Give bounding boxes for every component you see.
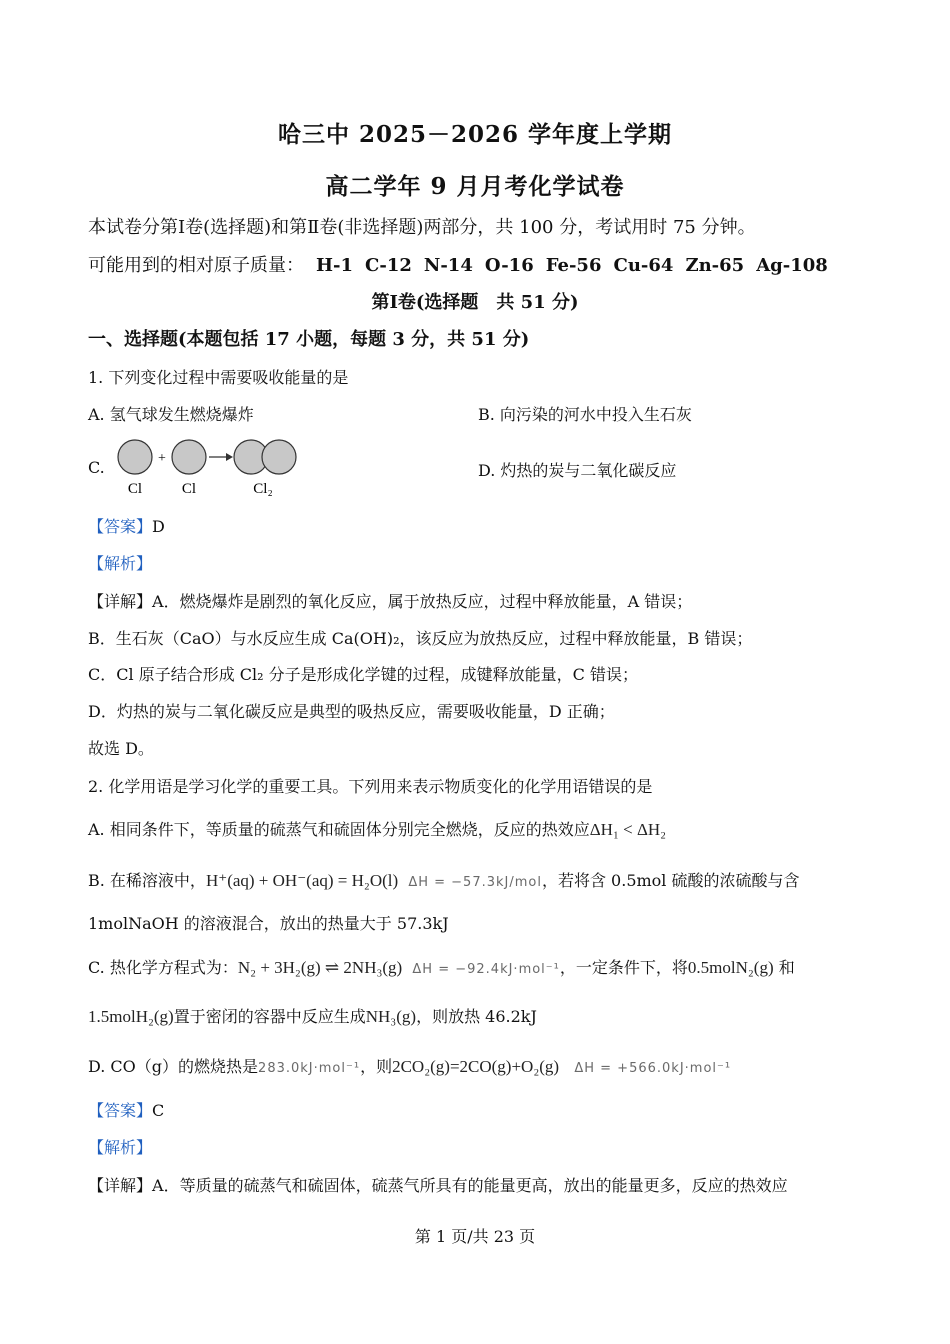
section1-heading: 一、选择题(本题包括 17 小题，每题 3 分，共 51 分) xyxy=(88,329,530,350)
q2-option-b xyxy=(88,868,800,891)
q2-detail-a xyxy=(88,1173,788,1196)
q1-option-b: B. 向污染的河水中投入生石灰 xyxy=(478,405,692,424)
q2-option-b-line2: 1molNaOH 的溶液混合，放出的热量大于 57.3kJ xyxy=(88,914,449,933)
q1-option-a: A. 氢气球发生燃烧爆炸 xyxy=(88,405,254,424)
q2-option-a-formula: ΔH₁ < ΔH₂ xyxy=(589,820,667,839)
q1-stem: 1. 下列变化过程中需要吸收能量的是 xyxy=(88,368,349,387)
q2-option-b-tail: ，若将含 0.5mol 硫酸的浓硫酸与含 xyxy=(541,871,800,890)
q2-option-c-line2-tail: ，则放热 46.2kJ xyxy=(416,1007,537,1026)
q2-option-d-formula: 2CO₂(g)=2CO(g)+O₂(g) xyxy=(392,1057,560,1076)
label-cl2: Cl₂ xyxy=(253,481,273,497)
q2-option-c-formula: N₂ + 3H₂(g) ⇌ 2NH₃(g) xyxy=(237,958,403,977)
q2-answer xyxy=(88,1098,164,1121)
reaction-arrow-head xyxy=(226,453,233,461)
q2-option-a-text: A. 相同条件下，等质量的硫蒸气和硫固体分别完全燃烧，反应的热效应 xyxy=(88,820,590,839)
q2-option-a xyxy=(88,817,666,840)
cl2-atom-b xyxy=(262,440,296,474)
mass-zn: Zn-65 xyxy=(685,255,745,276)
answer-tag: 【答案】 xyxy=(88,1101,153,1120)
mass-cu: Cu-64 xyxy=(613,255,674,276)
q2-analysis-tag: 【解析】 xyxy=(88,1138,153,1157)
atomic-masses xyxy=(88,251,828,277)
answer-tag: 【答案】 xyxy=(88,517,153,536)
q1-analysis-tag: 【解析】 xyxy=(88,554,153,573)
detail-tag: 【详解】 xyxy=(88,1176,153,1195)
mass-c: C-12 xyxy=(365,255,412,276)
exam-title-line2: 高二学年 9 月月考化学试卷 xyxy=(325,173,625,200)
q2-option-c-dh: ΔH = −92.4kJ·mol⁻¹ xyxy=(412,962,560,977)
exam-title-line1: 哈三中 2025－2026 学年度上学期 xyxy=(277,121,673,148)
q2-option-b-dh: ΔH = −57.3kJ/mol xyxy=(408,875,542,890)
detail-text: A．燃烧爆炸是剧烈的氧化反应，属于放热反应，过程中释放能量，A 错误； xyxy=(152,592,693,611)
q2-option-d-mid: ，则 xyxy=(360,1057,393,1076)
page-number: 第 1 页/共 23 页 xyxy=(414,1227,536,1246)
label-cl-2: Cl xyxy=(181,481,197,497)
answer-value: C xyxy=(152,1101,165,1120)
q2-option-c xyxy=(88,955,795,978)
detail-tag: 【详解】 xyxy=(88,592,153,611)
part1-heading: 第Ⅰ卷(选择题 共 51 分) xyxy=(371,292,579,313)
q1-detail-c: C．Cl 原子结合形成 Cl₂ 分子是形成化学键的过程，成键释放能量，C 错误； xyxy=(88,665,638,684)
q2-option-d-value: 283.0kJ·mol⁻¹ xyxy=(258,1061,361,1076)
q2-option-c-tail1: ，一定条件下，将 xyxy=(559,958,688,977)
mass-fe: Fe-56 xyxy=(545,255,602,276)
q2-option-d-text: D. CO（g）的燃烧热是 xyxy=(88,1057,259,1076)
q2-option-b-formula: H⁺(aq) + OH⁻(aq) = H₂O(l) xyxy=(205,871,399,890)
q2-option-c-tail2: 和 xyxy=(778,958,795,977)
answer-value: D xyxy=(152,517,165,536)
q2-option-c-line2-formula2: NH₃(g) xyxy=(365,1007,417,1026)
q2-option-d xyxy=(88,1054,731,1077)
q2-option-d-dh: ΔH = +566.0kJ·mol⁻¹ xyxy=(574,1061,732,1076)
q1-option-c-label: C. xyxy=(88,458,105,477)
q1-detail-d: D．灼热的炭与二氧化碳反应是典型的吸热反应，需要吸收能量，D 正确； xyxy=(88,702,615,721)
q2-option-c-text: C. 热化学方程式为： xyxy=(88,958,238,977)
mass-ag: Ag-108 xyxy=(756,255,828,276)
mass-o: O-16 xyxy=(484,255,534,276)
q1-answer xyxy=(88,514,165,537)
q2-option-c-line2-text: 置于密闭的容器中反应生成 xyxy=(173,1007,366,1026)
atomic-masses-label: 可能用到的相对原子质量： xyxy=(88,255,304,276)
q2-option-c-line2 xyxy=(88,1004,537,1027)
mass-h: H-1 xyxy=(316,255,354,276)
q1-conclusion: 故选 D。 xyxy=(88,739,154,758)
q2-option-c-line2-formula: 1.5molH₂(g) xyxy=(88,1007,174,1026)
intro-line: 本试卷分第Ⅰ卷(选择题)和第Ⅱ卷(非选择题)两部分，共 100 分，考试用时 75 分钟。 xyxy=(88,217,756,238)
q2-option-b-text: B. 在稀溶液中， xyxy=(88,871,206,890)
cl-atom-1 xyxy=(118,440,152,474)
q1-detail-b: B．生石灰（CaO）与水反应生成 Ca(OH)₂，该反应为放热反应，过程中释放能量，B 错误； xyxy=(88,629,753,648)
label-cl-1: Cl xyxy=(127,481,143,497)
mass-n: N-14 xyxy=(423,255,473,276)
q1-detail-a xyxy=(88,589,692,612)
q1-option-d: D. 灼热的炭与二氧化碳反应 xyxy=(478,461,677,480)
q2-option-c-formula2: 0.5molN₂(g) xyxy=(687,958,774,977)
q2-stem: 2. 化学用语是学习化学的重要工具。下列用来表示物质变化的化学用语错误的是 xyxy=(88,777,653,796)
chlorine-bond-diagram xyxy=(113,436,303,498)
plus-sign: + xyxy=(158,451,166,466)
cl-atom-2 xyxy=(172,440,206,474)
detail-text: A．等质量的硫蒸气和硫固体，硫蒸气所具有的能量更高，放出的能量更多，反应的热效应 xyxy=(152,1176,788,1195)
